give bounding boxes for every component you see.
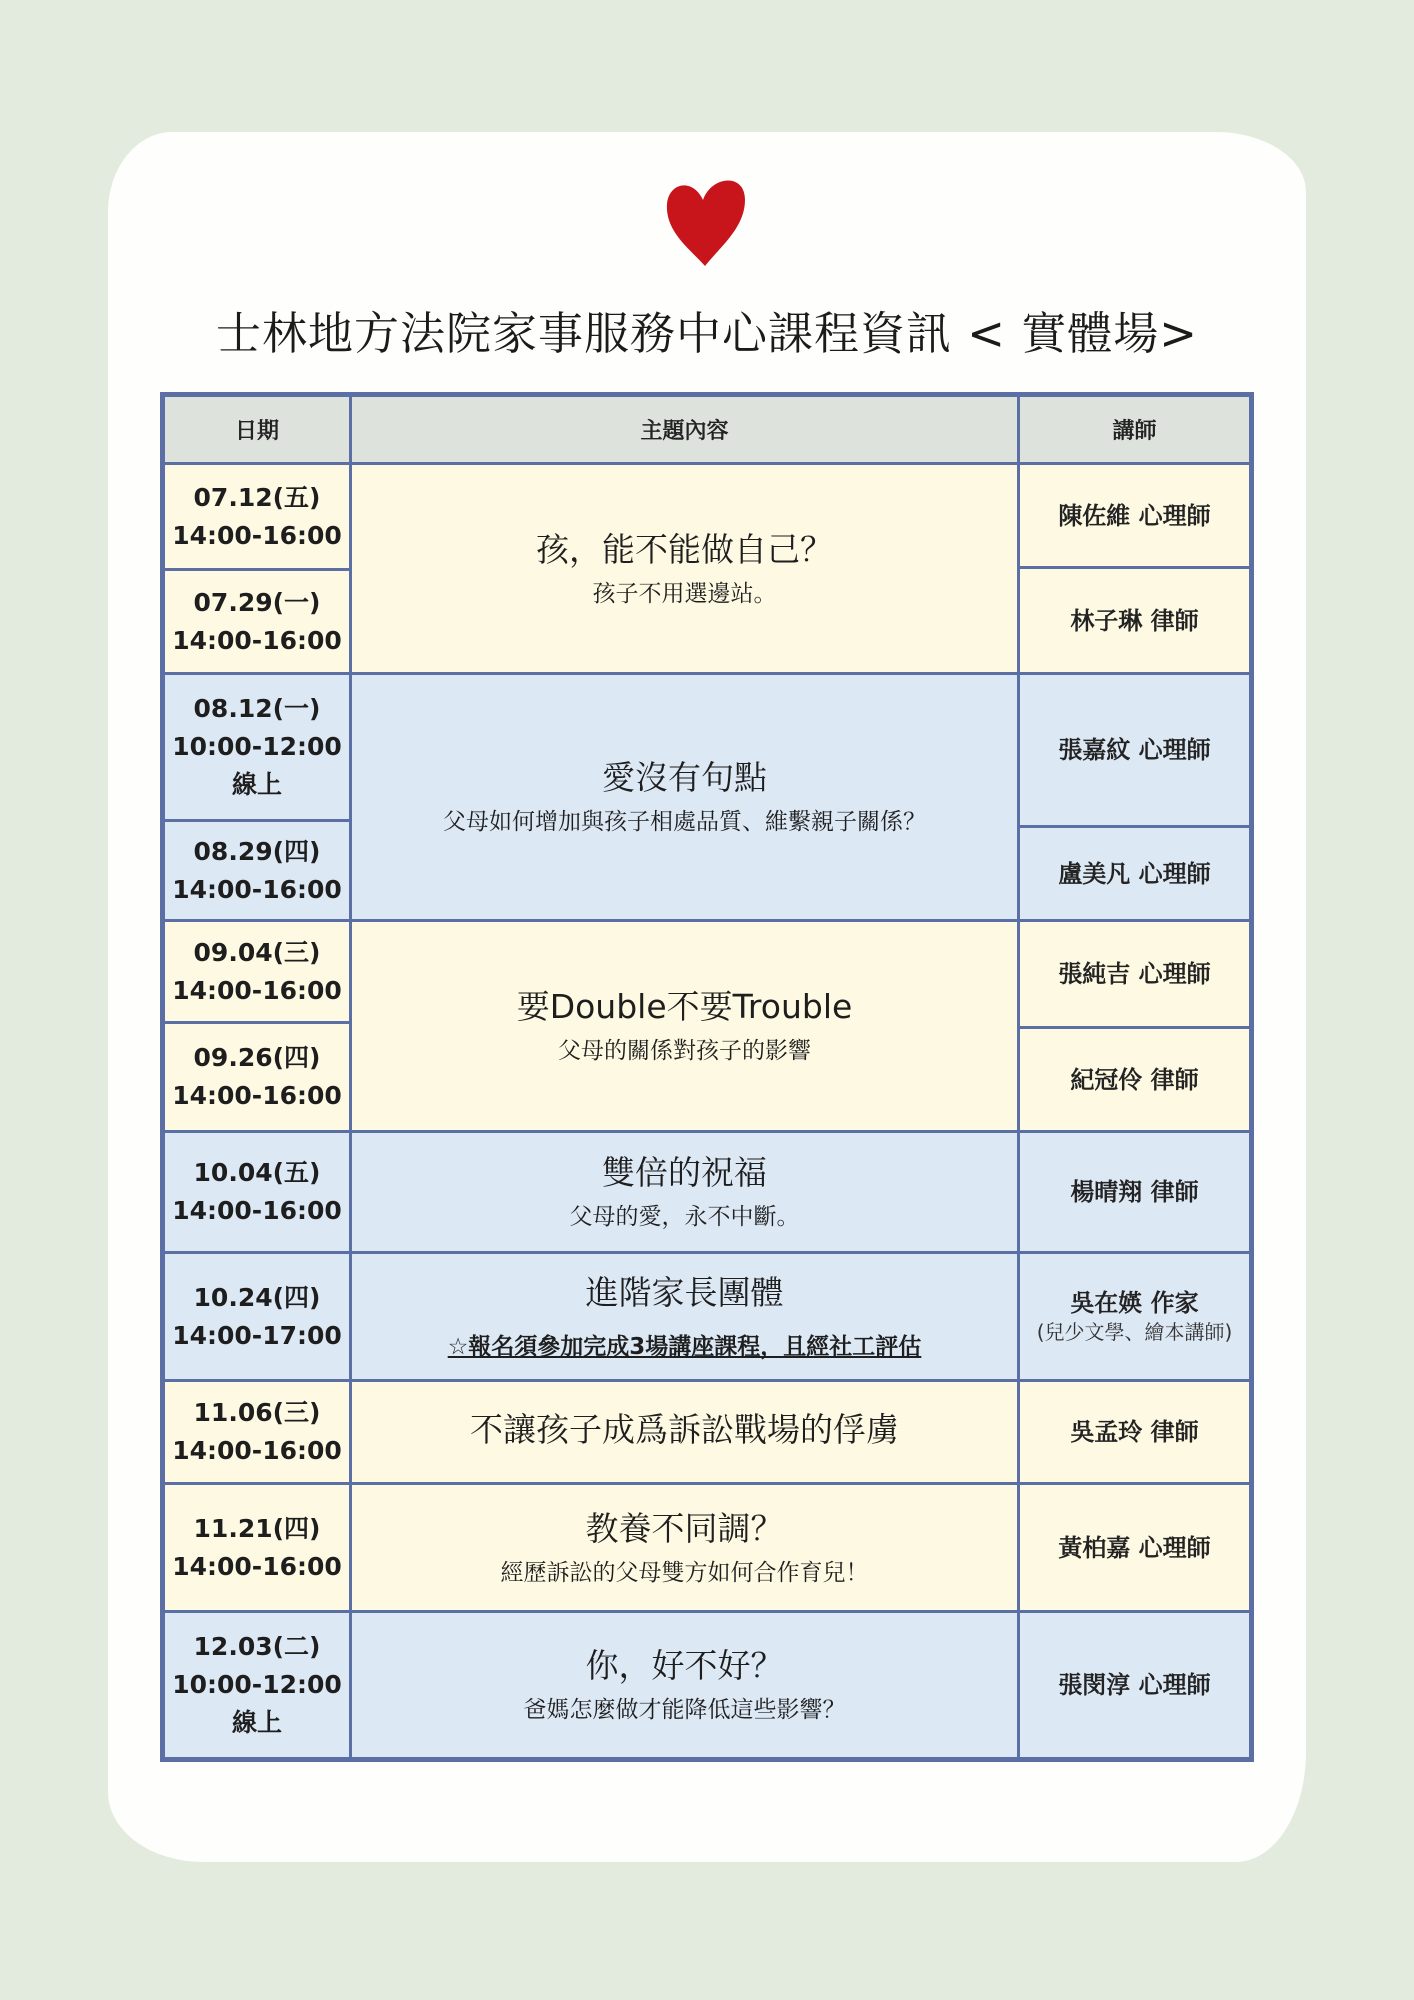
date-time: 14:00-16:00 <box>172 1196 342 1225</box>
date-cell <box>165 1133 352 1254</box>
topic-subtitle: ☆報名須參加完成3場講座課程，且經社工評估 <box>447 1333 922 1360</box>
topic-cell <box>352 465 1020 675</box>
date-time: 14:00-16:00 <box>172 975 342 1005</box>
date-day: 08.29(四) <box>193 836 321 866</box>
topic-cell <box>352 675 1020 922</box>
topic-title: 教養不同調？ <box>585 1508 784 1548</box>
date-cell <box>165 822 352 922</box>
date-time: 14:00-16:00 <box>172 1081 342 1110</box>
topic-subtitle: 父母如何增加與孩子相處品質、維繫親子關係？ <box>443 809 926 835</box>
heart-icon <box>661 170 749 270</box>
teacher-name: 林子琳 律師 <box>1070 606 1199 635</box>
topic-subtitle: 孩子不用選邊站。 <box>592 580 777 607</box>
date-day: 07.29(一) <box>193 587 321 617</box>
teacher-cell <box>1020 675 1249 828</box>
teacher-name: 張閔淳 心理師 <box>1058 1671 1211 1699</box>
date-note: 線上 <box>231 1708 282 1737</box>
date-day: 11.06(三) <box>193 1398 321 1427</box>
date-day: 08.12(一) <box>193 694 321 723</box>
topic-cell <box>352 922 1020 1133</box>
date-time: 10:00-12:00 <box>172 1670 342 1699</box>
topic-cell <box>352 1254 1020 1382</box>
topic-subtitle: 父母的關係對孩子的影響 <box>558 1038 811 1064</box>
topic-title: 不讓孩子成爲訴訟戰場的俘虜 <box>470 1410 899 1449</box>
date-cell <box>165 465 352 571</box>
teacher-name: 張純吉 心理師 <box>1058 960 1211 988</box>
date-day: 10.24(四) <box>193 1282 321 1312</box>
teacher-cell <box>1020 1254 1249 1382</box>
teacher-name: 陳佐維 心理師 <box>1058 501 1211 530</box>
date-day: 07.12(五) <box>193 482 321 512</box>
date-cell <box>165 1485 352 1613</box>
topic-cell <box>352 1382 1020 1485</box>
date-cell <box>165 1024 352 1133</box>
topic-title: 孩，能不能做自己？ <box>536 529 833 569</box>
teacher-name: 楊晴翔 律師 <box>1070 1178 1199 1206</box>
topic-subtitle: 爸媽怎麼做才能降低這些影響？ <box>523 1697 846 1723</box>
topic-title: 你，好不好？ <box>585 1646 784 1685</box>
topic-title: 進階家長團體 <box>585 1272 784 1312</box>
topic-cell <box>352 1133 1020 1254</box>
teacher-name: 吳孟玲 律師 <box>1070 1418 1199 1446</box>
date-time: 14:00-16:00 <box>172 520 342 550</box>
date-time: 14:00-16:00 <box>172 1551 342 1581</box>
teacher-name: 紀冠伶 律師 <box>1070 1065 1199 1094</box>
topic-title: 要Double不要Trouble <box>516 987 853 1026</box>
teacher-cell <box>1020 1133 1249 1254</box>
date-day: 12.03(二) <box>193 1632 321 1661</box>
header-topic: 主題內容 <box>352 397 1020 465</box>
topic-subtitle: 父母的愛，永不中斷。 <box>569 1204 800 1230</box>
date-time: 14:00-16:00 <box>172 625 342 655</box>
teacher-cell <box>1020 1613 1249 1757</box>
teacher-name: 黃柏嘉 心理師 <box>1058 1533 1211 1562</box>
teacher-cell <box>1020 569 1249 675</box>
teacher-name: 盧美凡 心理師 <box>1058 859 1211 888</box>
date-time: 14:00-17:00 <box>172 1320 342 1350</box>
topic-cell <box>352 1613 1020 1757</box>
teacher-cell <box>1020 828 1249 922</box>
teacher-name: 張嘉紋 心理師 <box>1058 736 1211 764</box>
date-cell <box>165 1382 352 1485</box>
date-note: 線上 <box>231 770 282 799</box>
teacher-note: (兒少文學、繪本講師) <box>1036 1319 1233 1344</box>
topic-subtitle: 經歷訴訟的父母雙方如何合作育兒！ <box>500 1559 869 1586</box>
teacher-cell <box>1020 1382 1249 1485</box>
header-teacher: 講師 <box>1020 397 1249 465</box>
schedule-table <box>160 392 1254 1762</box>
date-day: 10.04(五) <box>193 1158 321 1187</box>
topic-title: 愛沒有句點 <box>602 758 767 797</box>
teacher-cell <box>1020 465 1249 569</box>
date-cell <box>165 675 352 822</box>
date-day: 09.04(三) <box>193 937 321 967</box>
date-cell <box>165 1254 352 1382</box>
date-cell <box>165 922 352 1024</box>
teacher-cell <box>1020 1485 1249 1613</box>
date-day: 09.26(四) <box>193 1043 321 1072</box>
date-cell <box>165 571 352 675</box>
teacher-name: 吳在媖 作家 <box>1070 1288 1199 1317</box>
header-date: 日期 <box>165 397 352 465</box>
page-title: 士林地方法院家事服務中心課程資訊 < 實體場> <box>215 307 1199 360</box>
teacher-cell <box>1020 922 1249 1029</box>
date-day: 11.21(四) <box>193 1513 321 1543</box>
date-cell <box>165 1613 352 1757</box>
date-time: 10:00-12:00 <box>172 732 342 761</box>
topic-title: 雙倍的祝福 <box>602 1153 767 1192</box>
topic-cell <box>352 1485 1020 1613</box>
date-time: 14:00-16:00 <box>172 874 342 904</box>
teacher-cell <box>1020 1029 1249 1133</box>
date-time: 14:00-16:00 <box>172 1436 342 1465</box>
